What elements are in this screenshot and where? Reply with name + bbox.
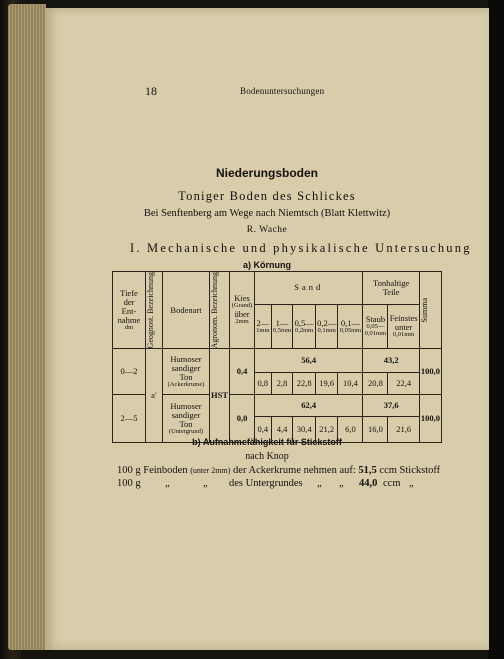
grain-size-table <box>112 271 442 443</box>
result-line-ackerkrume: 100 g Feinboden (unter 2mm) der Ackerkrume nehmen auf: 51,5 ccm Stickstoff <box>117 465 441 476</box>
sand-total-cell: 56,4 <box>255 349 363 373</box>
sand-value-cell: 10,4 <box>338 373 363 395</box>
agronom-header: Agronom. Bezeichnung <box>210 272 230 349</box>
subsection-koernung: a) Körnung <box>243 260 291 270</box>
depth-cell: 0—2 <box>113 349 146 395</box>
running-head: Bodenuntersuchungen <box>240 86 325 96</box>
method-note: nach Knop <box>245 451 289 462</box>
ton-header: Tonhaltige Teile <box>363 272 419 305</box>
summa-header: Summa <box>419 272 441 349</box>
sand-sub-header: 0,2— 0,1mm <box>315 304 338 349</box>
depth-cell: 2—5 <box>113 395 146 443</box>
ton-sub-header: Feinstes unter 0,01mm <box>388 304 419 349</box>
agronom-cell: HST <box>210 349 230 443</box>
bodenart-header: Bodenart <box>163 272 210 349</box>
bodenart-cell: Humoser sandiger Ton (Ackerkrume) <box>163 349 210 395</box>
ton-value-cell: 20,8 <box>363 373 388 395</box>
ton-total-cell: 43,2 <box>363 349 419 373</box>
sample-location: Bei Senftenberg am Wege nach Niemtsch (Blatt Klettwitz) <box>143 208 391 219</box>
summa-cell: 100,0 <box>419 395 441 443</box>
page-stack-edges <box>8 4 46 650</box>
kies-cell: 0,4 <box>230 349 255 395</box>
ton-total-cell: 37,6 <box>363 395 419 417</box>
sand-value-cell: 2,8 <box>271 373 293 395</box>
ton-sub-header: Staub 0,05— 0,01mm <box>363 304 388 349</box>
sand-total-cell: 62,4 <box>255 395 363 417</box>
sand-value-cell: 21,2 <box>315 417 338 443</box>
book-page: 18 Bodenuntersuchungen Niederungsboden Toniger Boden des Schlickes Bei Senftenberg am Wege nach Niemtsch (Blatt Klettwitz) R. Wache I. Mechanische und physikalische Untersuchung a) Körnung Tiefe der Ent- nahme dm Geognost. Bezeichnung Bodenart Agronom. Bezeichnung Kies (Grand) über 2mm Sand Tonhaltige Teile Summa 2— 1mm 1— 0,5mm 0,5— 0,2mm 0,2— 0,1mm 0,1— 0,05mm Staub 0,05— 0,01mm Feinstes unter 0,01mm 0—2 aʹ Humoser sandiger Ton (Ackerkrume) HST 0,4 56,4 43,2 100,0 0,8 2,8 22,8 19,6 10,4 20,8 22,4 2—5 Humoser sandiger Ton (Untergrund) 0,0 62,4 37,6 100,0 0,4 4,4 30,4 21,2 6,0 16,0 21,6 b) Aufnahmefähigkeit für Stickstoff nach Knop 100 g Feinboden (unter 2mm) der Ackerkrume nehmen auf: 51,5 ccm Stickstoff 100 g „ „ des Untergrundes „ „ 44,0 ccm „ <box>45 8 489 650</box>
soil-subtitle: Toniger Boden des Schlickes <box>178 189 356 203</box>
subsection-stickstoff: b) Aufnahmefähigkeit für Stickstoff <box>192 437 342 447</box>
ton-value-cell: 21,6 <box>388 417 419 443</box>
author: R. Wache <box>246 225 288 235</box>
sand-sub-header: 2— 1mm <box>255 304 272 349</box>
sand-sub-header: 0,1— 0,05mm <box>338 304 363 349</box>
geognost-header: Geognost. Bezeichnung <box>146 272 163 349</box>
kies-cell: 0,0 <box>230 395 255 443</box>
summa-cell: 100,0 <box>419 349 441 395</box>
sand-value-cell: 30,4 <box>293 417 316 443</box>
geognost-cell: aʹ <box>146 349 163 443</box>
section-heading: I. Mechanische und physikalische Untersuchung <box>130 241 472 255</box>
sand-value-cell: 0,4 <box>255 417 272 443</box>
sand-value-cell: 6,0 <box>338 417 363 443</box>
sand-sub-header: 0,5— 0,2mm <box>293 304 316 349</box>
bodenart-cell: Humoser sandiger Ton (Untergrund) <box>163 395 210 443</box>
sand-value-cell: 0,8 <box>255 373 272 395</box>
sand-header: Sand <box>255 272 363 305</box>
ton-value-cell: 16,0 <box>363 417 388 443</box>
sand-value-cell: 22,8 <box>293 373 316 395</box>
sand-value-cell: 4,4 <box>271 417 293 443</box>
soil-title: Niederungsboden <box>215 166 318 180</box>
kies-header: Kies (Grand) über 2mm <box>230 272 255 349</box>
sand-sub-header: 1— 0,5mm <box>271 304 293 349</box>
book-right-edge <box>488 0 504 659</box>
page-number: 18 <box>145 84 157 98</box>
sand-value-cell: 19,6 <box>315 373 338 395</box>
ton-value-cell: 22,4 <box>388 373 419 395</box>
depth-header: Tiefe der Ent- nahme dm <box>113 272 146 349</box>
